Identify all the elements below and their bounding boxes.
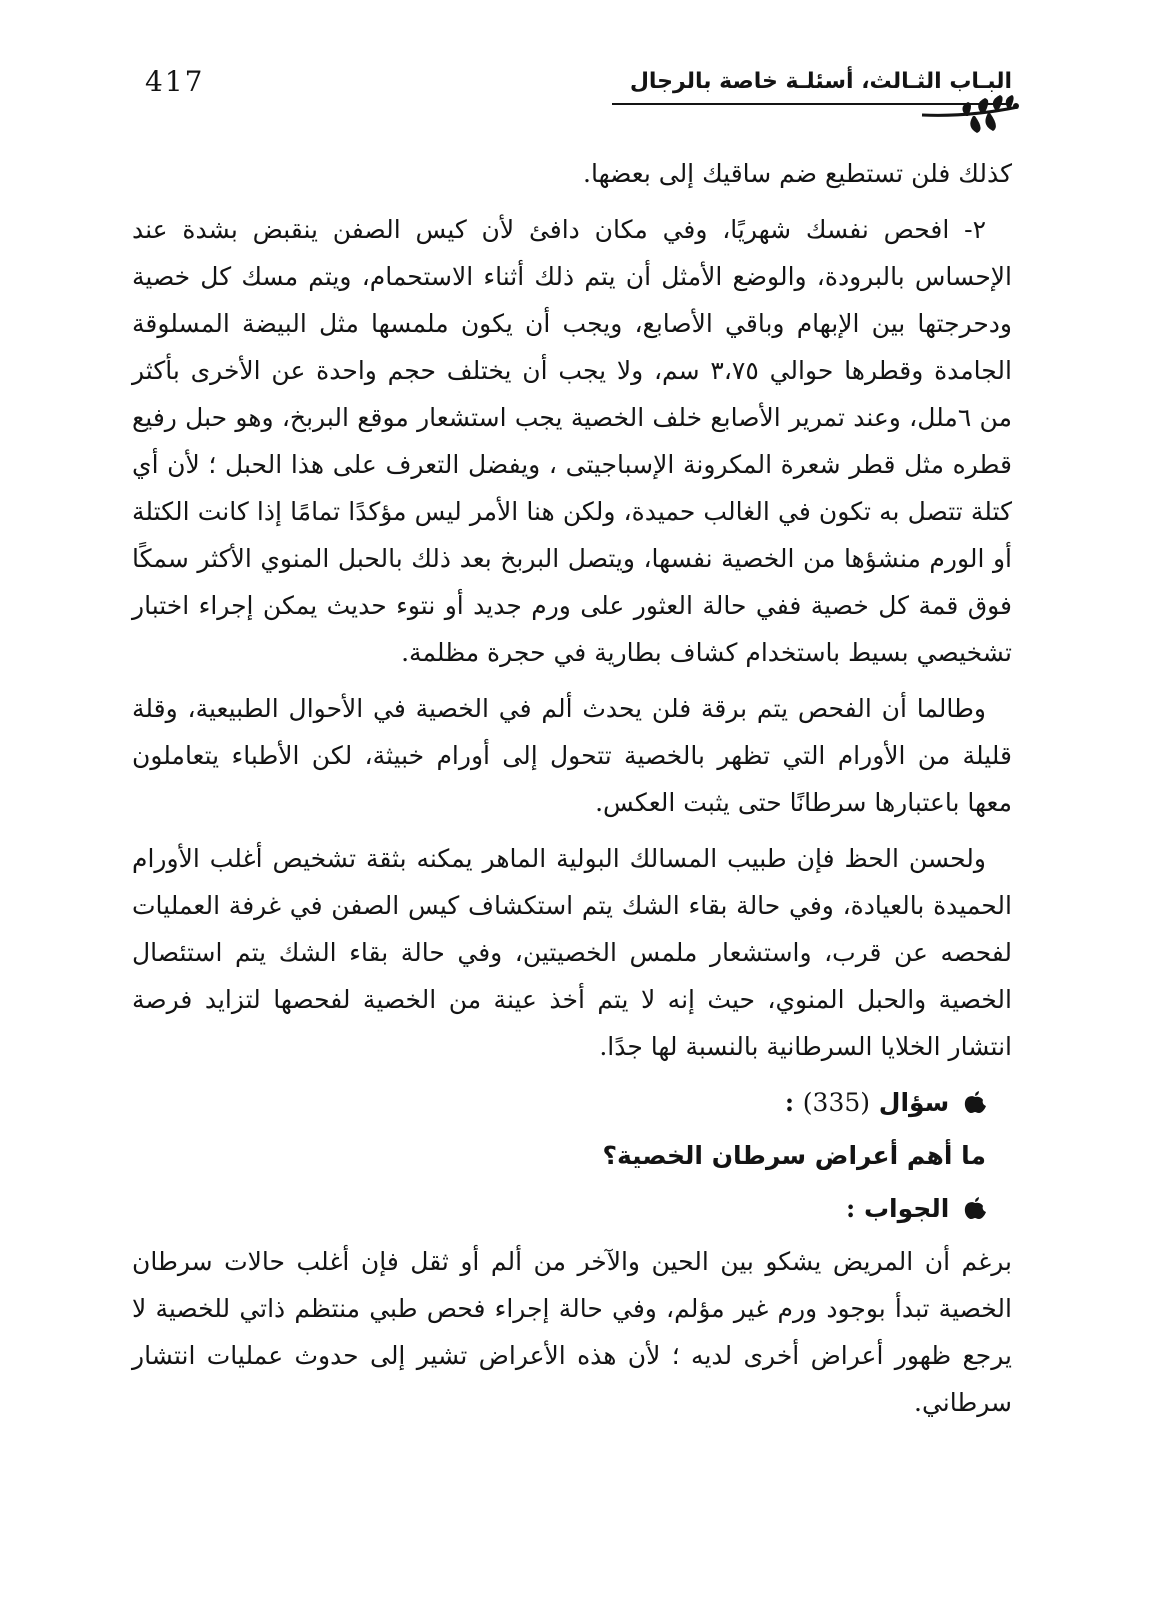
page-body <box>132 150 1012 1435</box>
question-label: سؤال <box>878 1088 950 1117</box>
leaf-branch-icon <box>920 95 1020 135</box>
question-number: (335) <box>802 1088 871 1117</box>
page-header <box>135 55 1012 135</box>
answer-heading <box>132 1185 1012 1232</box>
paragraph-continuation: كذلك فلن تستطيع ضم ساقيك إلى بعضها. <box>583 159 1012 188</box>
paragraph-diagnosis: ولحسن الحظ فإن طبيب المسالك البولية الماهر يمكنه بثقة تشخيص أغلب الأورام الحميدة بالعيادة، وفي حالة بقاء الشك يتم استكشاف كيس الصفن في غرفة العمليات لفحصه عن قرب، واستشعار ملمس الخصيتين، وفي حالة بقاء الشك يتم استئصال الخصية والحبل المنوي، حيث إنه لا يتم أخذ عينة من الخصية لفحصها لتزايد فرصة انتشار الخلايا السرطانية بالنسبة لها جدًا. <box>132 844 1012 1061</box>
paragraph-self-exam-step: ٢- افحص نفسك شهريًا، وفي مكان دافئ لأن كيس الصفن ينقبض بشدة عند الإحساس بالبرودة، والوضع الأمثل أن يتم ذلك أثناء الاستحمام، ويتم مسك كل خصية ودحرجتها بين الإبهام وباقي الأصابع، ويجب أن يكون ملمسها مثل البيضة المسلوقة الجامدة وقطرها حوالي ٣،٧٥ سم، ولا يجب أن يختلف حجم واحدة عن الأخرى بأكثر من ٦ملل، وعند تمرير الأصابع خلف الخصية يجب استشعار موقع البربخ، وهو حبل رفيع قطره مثل قطر شعرة المكرونة الإسباجيتى ، ويفضل التعرف على هذا الحبل ؛ لأن أي كتلة تتصل به تكون في الغالب حميدة، ولكن هنا الأمر ليس مؤكدًا تمامًا إذا كانت الكتلة أو الورم منشؤها من الخصية نفسها، ويتصل البربخ بعد ذلك بالحبل المنوي الأكثر سمكًا فوق قمة كل خصية ففي حالة العثور على ورم جديد أو نتوء حديث يمكن إجراء اختبار تشخيصي بسيط باستخدام كشاف بطارية في حجرة مظلمة. <box>132 215 1012 667</box>
question-heading <box>132 1079 1012 1126</box>
apple-icon <box>964 1196 986 1220</box>
apple-icon <box>964 1090 986 1114</box>
page-number: 417 <box>145 65 205 98</box>
question-text: ما أهم أعراض سرطان الخصية؟ <box>602 1141 986 1170</box>
running-title: البـاب الثـالث، أسئلـة خاصة بالرجال <box>629 69 1012 94</box>
paragraph-painless-exam: وطالما أن الفحص يتم برقة فلن يحدث ألم في الخصية في الأحوال الطبيعية، وقلة قليلة من الأورام التي تظهر بالخصية تتحول إلى أورام خبيثة، لكن الأطباء يتعاملون معها باعتبارها سرطانًا حتى يثبت العكس. <box>132 694 1012 817</box>
question-colon: : <box>784 1088 795 1117</box>
answer-colon: : <box>845 1194 856 1223</box>
answer-label: الجواب <box>863 1194 950 1223</box>
answer-text: برغم أن المريض يشكو بين الحين والآخر من ألم أو ثقل فإن أغلب حالات سرطان الخصية تبدأ بوجود ورم غير مؤلم، وفي حالة إجراء فحص طبي منتظم ذاتي للخصية لا يرجع ظهور أعراض أخرى لديه ؛ لأن هذه الأعراض تشير إلى حدوث عمليات انتشار سرطاني. <box>132 1247 1012 1417</box>
